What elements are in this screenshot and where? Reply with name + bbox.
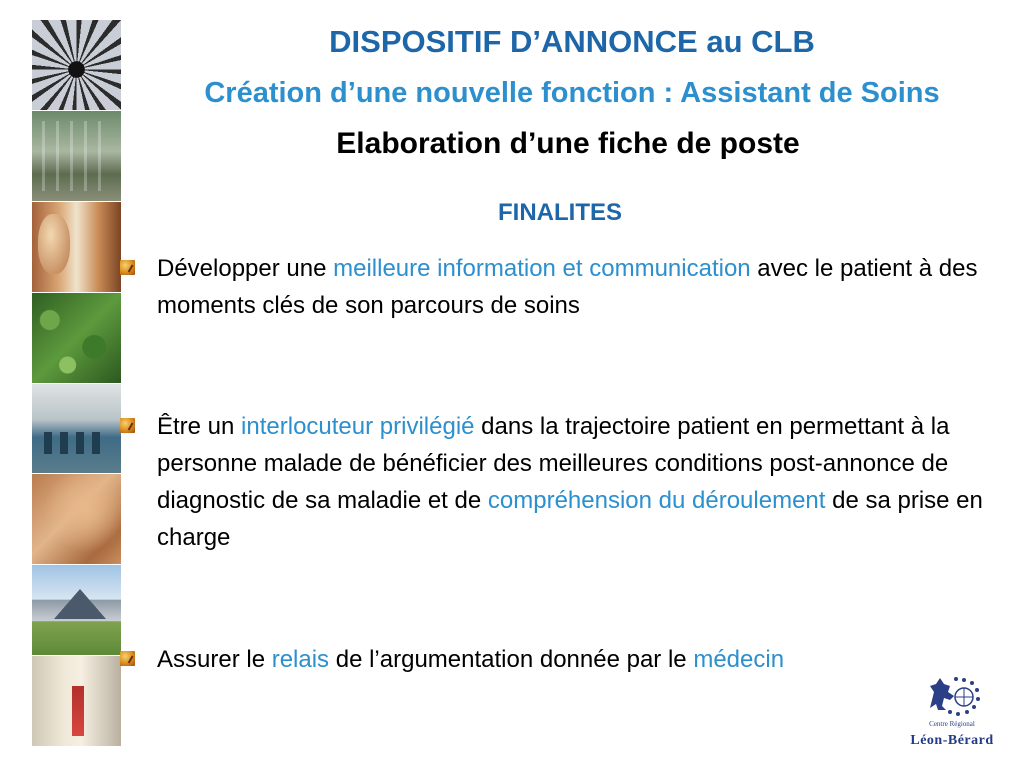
bullet-text: de l’argumentation donnée par le (329, 646, 694, 673)
bullet-highlight: interlocuteur privilégié (241, 413, 475, 440)
photo-corridor (32, 655, 121, 746)
clb-logo (904, 674, 1000, 758)
lion-stars-emblem-icon (920, 674, 984, 718)
photo-atrium-ceiling (32, 20, 121, 110)
bullet-marker-icon (120, 260, 135, 275)
photo-sculpture (32, 201, 121, 292)
bullet-item (157, 250, 987, 324)
bullet-highlight: meilleure information et communication (333, 255, 751, 282)
photo-collage-strip (32, 20, 121, 746)
bullet-text: de sa prise en charge (157, 487, 983, 551)
photo-lounge (32, 383, 121, 474)
bullet-text: dans la trajectoire patient en permettant à la personne malade de bénéficier des meilleures conditions post-annonce de diagnostic de sa maladie et de (157, 413, 950, 514)
bullet-text: Être un (157, 413, 242, 440)
bullet-marker-icon (120, 418, 135, 433)
slide-subtitle: Création d’une nouvelle fonction : Assistant de Soins (204, 77, 940, 109)
bullet-text: Assurer le (157, 646, 272, 673)
bullet-highlight: relais (271, 646, 330, 673)
bullet-item (157, 408, 987, 556)
logo-name: Léon-Bérard (910, 733, 994, 748)
bullet-marker-icon (120, 651, 135, 666)
section-title: FINALITES (498, 199, 622, 226)
photo-ivy-wall (32, 292, 121, 383)
bullet-highlight: compréhension du déroulement (487, 487, 826, 514)
photo-bas-relief (32, 473, 121, 564)
photo-hall-garden (32, 110, 121, 201)
photo-building-pyramid (32, 564, 121, 655)
bullet-highlight: médecin (693, 646, 785, 673)
bullet-text: avec le patient à des moments clés de son parcours de soins (157, 255, 978, 319)
slide-heading: Elaboration d’une fiche de poste (336, 127, 800, 160)
logo-small-text: Centre Régional (929, 720, 975, 728)
bullet-item (157, 641, 987, 678)
bullet-text: Développer une (157, 255, 334, 282)
slide-title: DISPOSITIF D’ANNONCE au CLB (329, 24, 815, 59)
